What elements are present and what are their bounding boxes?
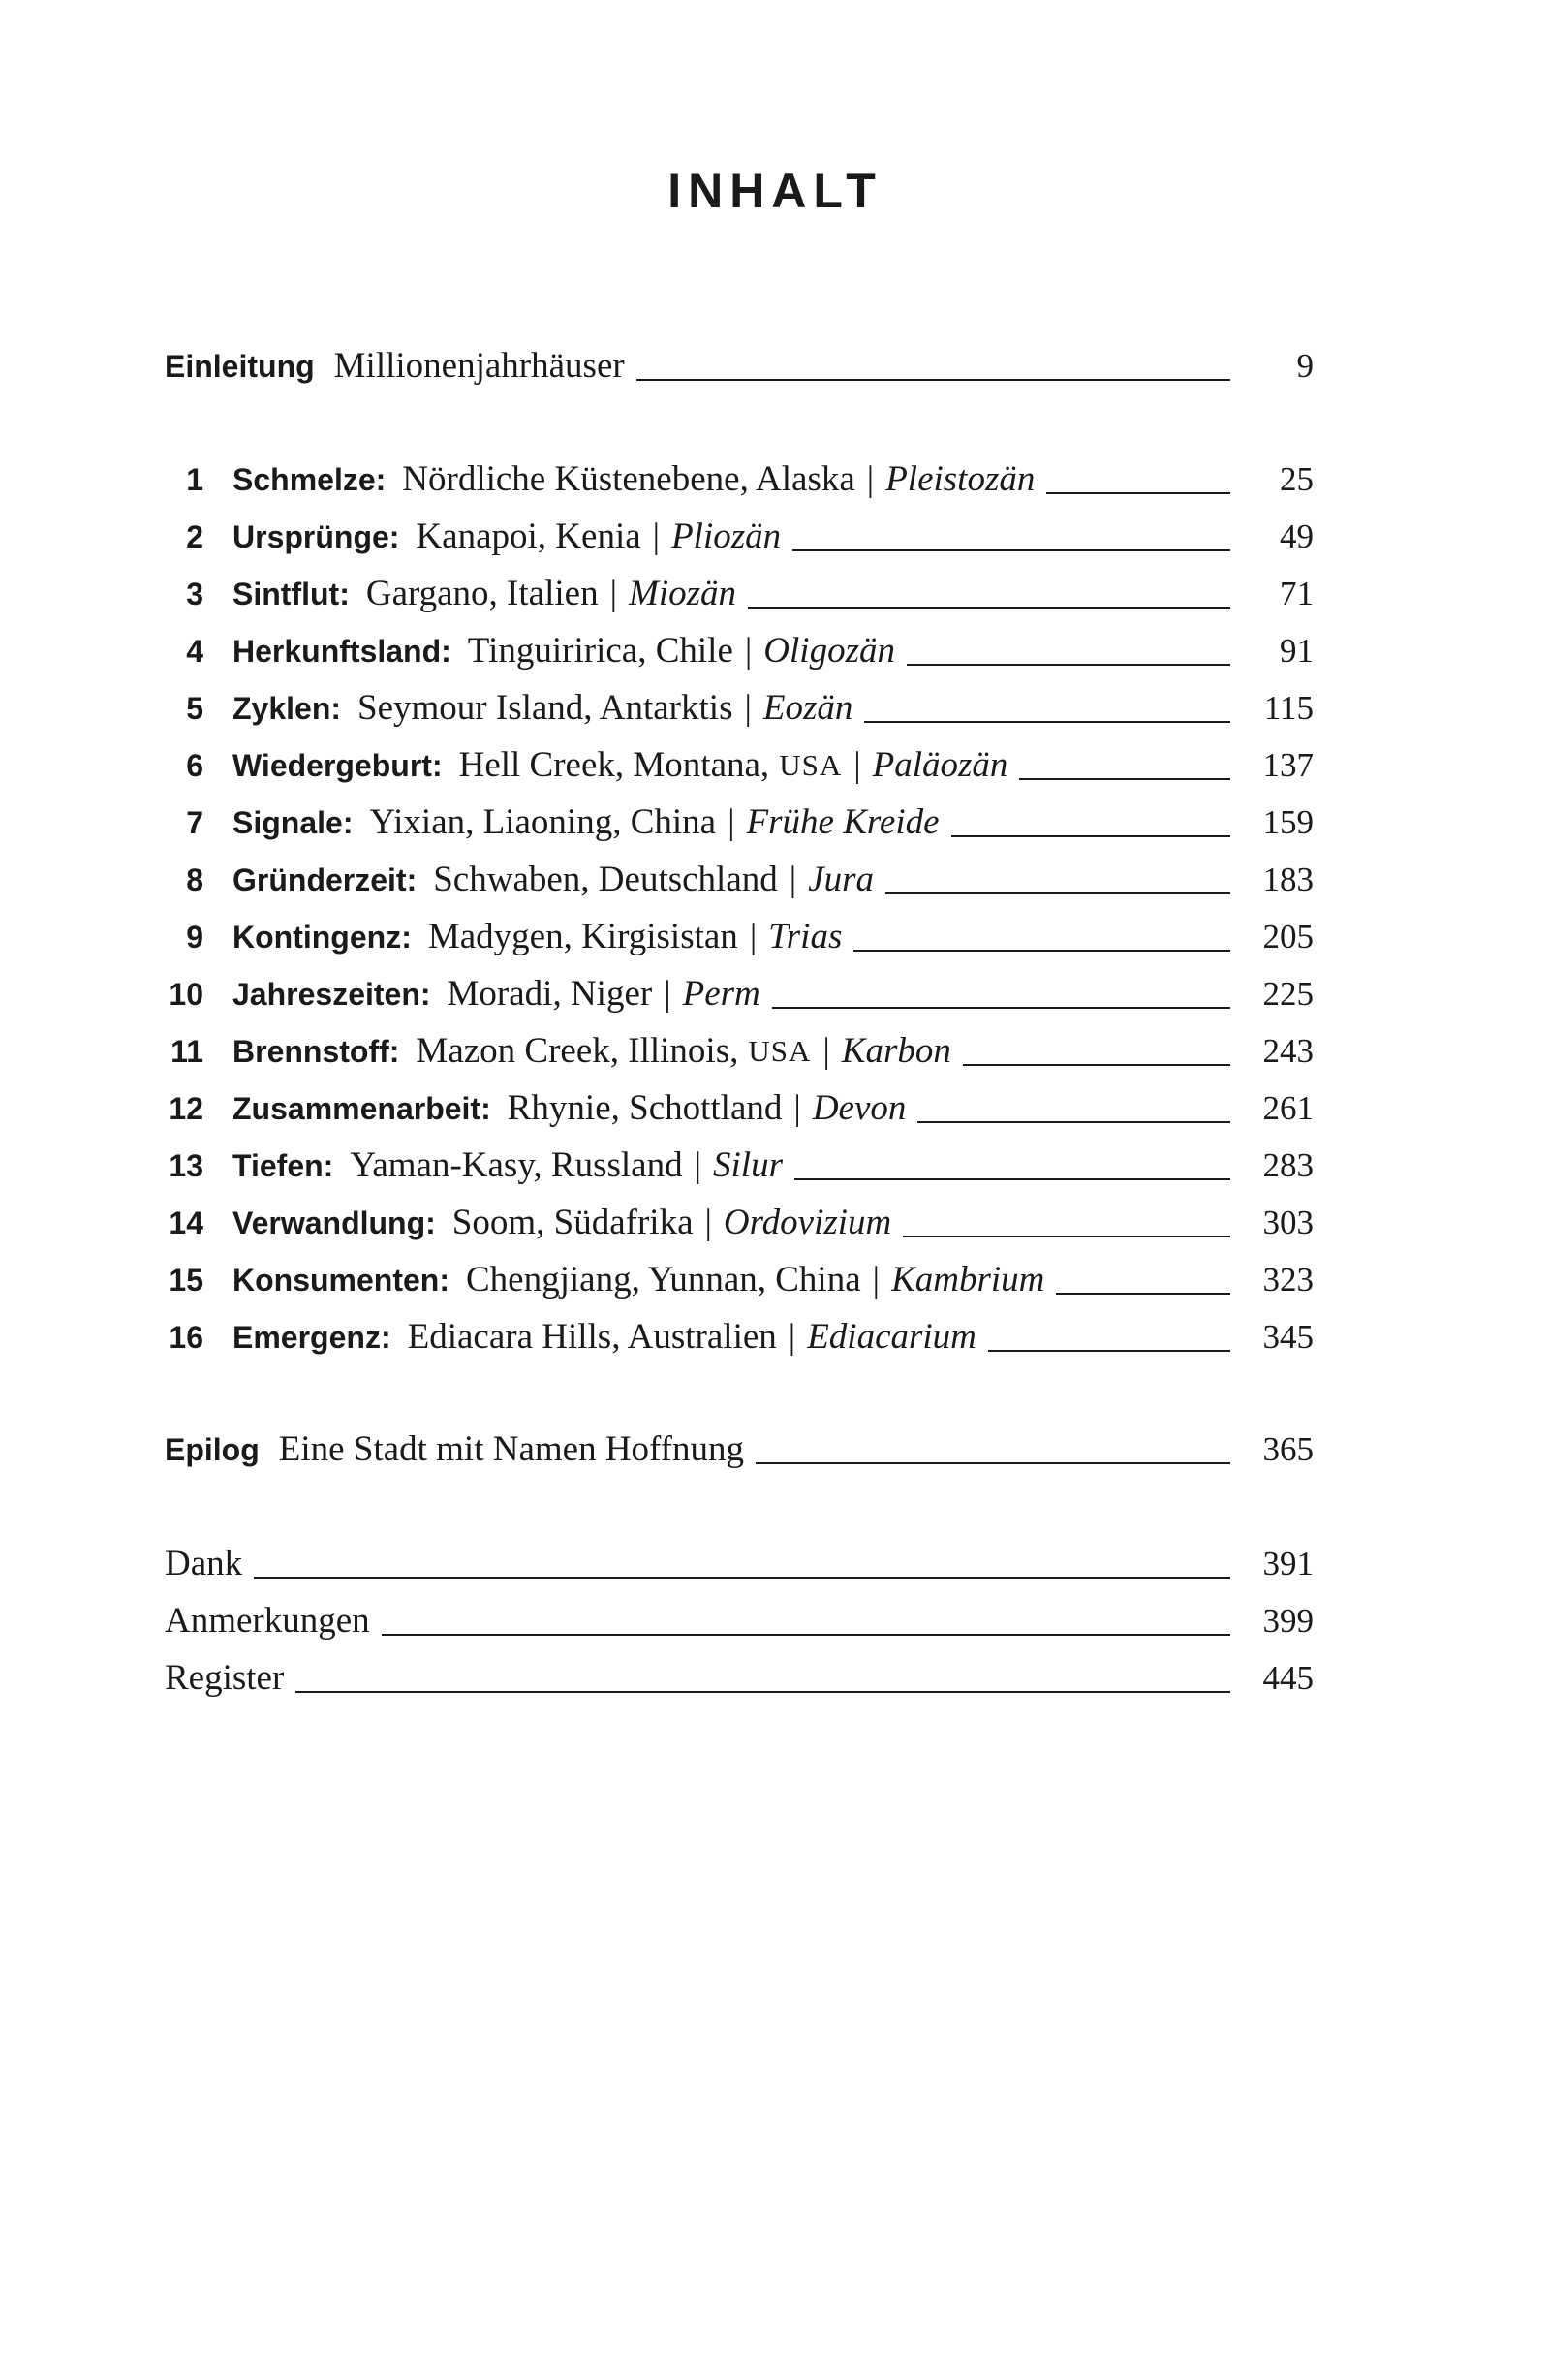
page-number: 345	[1262, 1318, 1314, 1356]
page-number: 49	[1280, 517, 1314, 555]
chapter-number: 5	[186, 691, 203, 726]
chapter-location: Moradi, Niger	[447, 974, 653, 1014]
chapter-number: 9	[186, 920, 203, 955]
toc-entry-anmerkungen	[165, 1593, 1314, 1649]
separator: |	[652, 517, 661, 556]
page-number: 137	[1262, 746, 1314, 784]
chapter-label: Sintflut:	[232, 577, 350, 611]
page-title: INHALT	[667, 164, 883, 218]
chapter-number: 15	[169, 1263, 203, 1298]
separator: |	[694, 1145, 702, 1185]
toc-entry-chapter-7	[165, 795, 1314, 851]
chapter-label: Tiefen:	[232, 1148, 334, 1183]
leader-line	[254, 1577, 1230, 1579]
separator: |	[793, 1088, 801, 1128]
chapter-label: Herkunftsland:	[232, 634, 451, 669]
toc-entry-chapter-10	[165, 966, 1314, 1022]
toc-entry-chapter-16	[165, 1309, 1314, 1365]
chapter-location: Schwaben, Deutschland	[433, 860, 778, 899]
toc-entry-chapter-11	[165, 1023, 1314, 1080]
page-number: 71	[1280, 575, 1314, 612]
page-number: 91	[1280, 632, 1314, 670]
page-number: 225	[1262, 975, 1314, 1013]
page-number: 365	[1262, 1430, 1314, 1468]
chapter-location: Hell Creek, Montana,	[458, 745, 770, 785]
chapter-number: 12	[169, 1091, 203, 1126]
chapter-label: Zyklen:	[232, 691, 342, 726]
separator: |	[704, 1203, 712, 1242]
chapter-location: Gargano, Italien	[365, 574, 599, 613]
chapter-era: Oligozän	[763, 631, 895, 671]
page-number: 445	[1262, 1659, 1314, 1697]
chapter-number: 14	[169, 1206, 203, 1240]
chapter-era: Frühe Kreide	[746, 802, 940, 842]
leader-line	[1046, 492, 1230, 494]
chapter-era: Trias	[768, 917, 843, 956]
toc-entry-register	[165, 1650, 1314, 1707]
page-number: 159	[1262, 803, 1314, 841]
chapter-number: 1	[186, 462, 203, 497]
leader-line	[756, 1462, 1230, 1464]
entry-title: Dank	[165, 1544, 243, 1583]
chapter-era: Ordovizium	[723, 1203, 892, 1242]
toc-entry-epilog	[165, 1422, 1314, 1478]
leader-line	[988, 1350, 1230, 1352]
chapter-location-abbr: USA	[779, 748, 843, 782]
chapter-label: Gründerzeit:	[232, 862, 418, 897]
chapter-label: Ursprünge:	[232, 519, 400, 554]
separator: |	[789, 860, 797, 899]
page-number: 261	[1262, 1089, 1314, 1127]
chapter-label: Schmelze:	[232, 462, 387, 497]
separator: |	[728, 802, 735, 842]
separator: |	[744, 688, 752, 728]
leader-line	[864, 721, 1230, 723]
separator: |	[744, 631, 753, 671]
leader-line	[792, 549, 1230, 551]
toc-entry-chapter-2	[165, 509, 1314, 565]
chapter-label: Kontingenz:	[232, 920, 412, 955]
separator: |	[788, 1317, 796, 1357]
chapter-era: Perm	[682, 974, 760, 1014]
leader-line	[748, 607, 1230, 609]
entry-label: Epilog	[165, 1432, 260, 1467]
toc-entry-chapter-8	[165, 852, 1314, 908]
chapter-label: Verwandlung:	[232, 1206, 436, 1240]
entry-label: Einleitung	[165, 349, 315, 384]
chapter-era: Devon	[812, 1088, 907, 1128]
leader-line	[917, 1121, 1230, 1123]
leader-line	[907, 664, 1230, 666]
page-number: 243	[1262, 1032, 1314, 1070]
chapter-era: Pliozän	[671, 517, 782, 556]
chapter-location: Chengjiang, Yunnan, China	[466, 1260, 861, 1300]
page-number: 391	[1262, 1545, 1314, 1582]
leader-line	[963, 1064, 1230, 1066]
chapter-number: 3	[186, 577, 203, 611]
chapter-number: 16	[169, 1320, 203, 1355]
chapter-location: Rhynie, Schottland	[507, 1088, 783, 1128]
toc-entry-chapter-13	[165, 1138, 1314, 1194]
toc-entry-chapter-12	[165, 1080, 1314, 1137]
entry-title: Anmerkungen	[165, 1601, 370, 1641]
toc-entry-chapter-9	[165, 909, 1314, 965]
chapter-location-abbr: USA	[748, 1034, 812, 1068]
page-number: 9	[1296, 347, 1314, 385]
page-number: 283	[1262, 1146, 1314, 1184]
leader-line	[1019, 778, 1230, 780]
toc-entry-einleitung	[165, 338, 1314, 394]
entry-title: Eine Stadt mit Namen Hoffnung	[278, 1429, 745, 1469]
leader-line	[951, 835, 1230, 837]
chapter-label: Zusammenarbeit:	[232, 1091, 491, 1126]
toc-entry-chapter-5	[165, 680, 1314, 736]
separator: |	[866, 459, 875, 499]
toc-entry-chapter-1	[165, 452, 1314, 508]
leader-line	[903, 1236, 1230, 1237]
chapter-label: Jahreszeiten:	[232, 977, 431, 1012]
chapter-location: Mazon Creek, Illinois,	[416, 1031, 739, 1071]
toc-entry-chapter-15	[165, 1252, 1314, 1308]
chapter-number: 4	[186, 634, 203, 669]
chapter-era: Eozän	[762, 688, 853, 728]
chapter-number: 10	[169, 977, 203, 1012]
separator: |	[822, 1031, 830, 1071]
toc-entry-chapter-4	[165, 623, 1314, 679]
page-number: 399	[1262, 1602, 1314, 1640]
separator: |	[664, 974, 671, 1014]
chapter-number: 11	[170, 1034, 203, 1069]
chapter-era: Ediacarium	[807, 1317, 976, 1357]
chapter-label: Signale:	[232, 805, 354, 840]
chapter-number: 2	[186, 519, 203, 554]
separator: |	[853, 745, 861, 785]
chapter-label: Wiedergeburt:	[232, 748, 443, 783]
page-number: 183	[1262, 861, 1314, 898]
chapter-location: Soom, Südafrika	[451, 1203, 694, 1242]
chapter-era: Miozän	[629, 574, 736, 613]
toc-entry-chapter-14	[165, 1195, 1314, 1251]
chapter-location: Yixian, Liaoning, China	[369, 802, 717, 842]
chapter-era: Paläozän	[872, 745, 1008, 785]
page-number: 323	[1262, 1261, 1314, 1299]
leader-line	[382, 1634, 1230, 1636]
chapter-era: Pleistozän	[885, 459, 1036, 499]
page-number: 25	[1280, 460, 1314, 498]
separator: |	[609, 574, 617, 613]
chapter-era: Kambrium	[891, 1260, 1045, 1300]
leader-line	[853, 950, 1230, 952]
chapter-location: Seymour Island, Antarktis	[357, 688, 733, 728]
chapter-location: Tinguiririca, Chile	[467, 631, 733, 671]
toc-entry-chapter-3	[165, 566, 1314, 622]
leader-line	[1056, 1293, 1230, 1295]
chapter-era: Jura	[808, 860, 874, 899]
leader-line	[636, 379, 1230, 381]
chapter-number: 13	[169, 1148, 203, 1183]
chapter-location: Madygen, Kirgisistan	[427, 917, 738, 956]
chapter-era: Karbon	[841, 1031, 951, 1071]
chapter-location: Yaman-Kasy, Russland	[350, 1145, 683, 1185]
leader-line	[295, 1691, 1230, 1693]
entry-title: Millionenjahrhäuser	[333, 346, 625, 386]
chapter-label: Emergenz:	[232, 1320, 391, 1355]
chapter-number: 7	[186, 805, 203, 840]
chapter-era: Silur	[713, 1145, 783, 1185]
separator: |	[872, 1260, 881, 1300]
leader-line	[772, 1007, 1230, 1009]
chapter-location: Ediacara Hills, Australien	[407, 1317, 777, 1357]
page-number: 115	[1263, 689, 1314, 727]
separator: |	[749, 917, 758, 956]
entry-title: Register	[165, 1658, 285, 1698]
chapter-label: Konsumenten:	[232, 1263, 450, 1298]
leader-line	[885, 892, 1230, 894]
chapter-label: Brennstoff:	[232, 1034, 400, 1069]
leader-line	[794, 1178, 1230, 1180]
chapter-number: 6	[186, 748, 203, 783]
toc-entry-chapter-6	[165, 737, 1314, 794]
toc-entry-dank	[165, 1536, 1314, 1592]
page-number: 303	[1262, 1204, 1314, 1241]
chapter-location: Kanapoi, Kenia	[416, 517, 641, 556]
chapter-number: 8	[186, 862, 203, 897]
page-number: 205	[1262, 918, 1314, 955]
chapter-location: Nördliche Küstenebene, Alaska	[402, 459, 855, 499]
